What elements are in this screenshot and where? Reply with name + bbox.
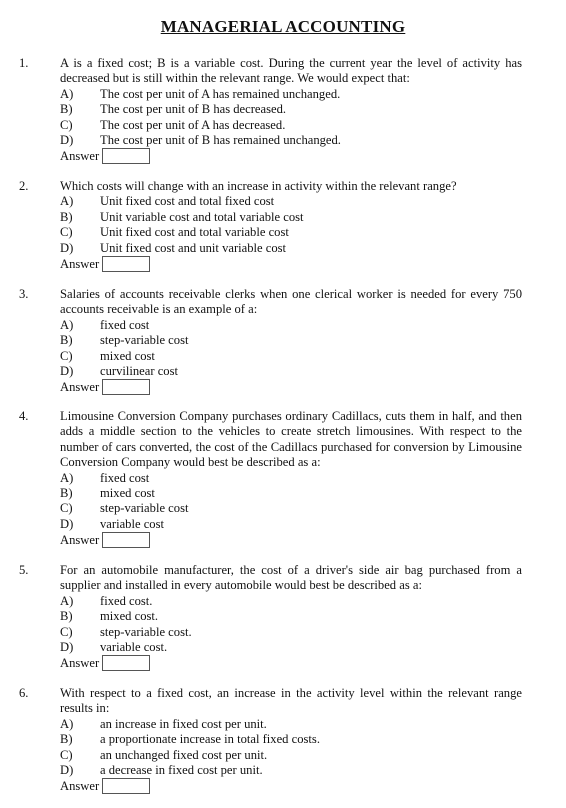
answer-label: Answer	[60, 380, 100, 395]
question-body	[60, 56, 522, 165]
answer-input[interactable]	[102, 148, 150, 164]
option-text: The cost per unit of B has decreased.	[100, 102, 287, 117]
question-text: Salaries of accounts receivable clerks when one clerical worker is needed for every 750 accounts receivable is an example of a:	[60, 287, 522, 317]
answer-row	[60, 655, 522, 672]
answer-label: Answer	[60, 149, 100, 164]
option-letter: A)	[60, 194, 74, 209]
option-text: Unit fixed cost and total variable cost	[100, 225, 289, 240]
answer-label: Answer	[60, 256, 100, 271]
option-letter: B)	[60, 209, 73, 224]
option-c	[60, 225, 522, 240]
option-text: step-variable cost	[100, 501, 189, 516]
option-letter: A)	[60, 317, 74, 332]
question-body	[60, 686, 522, 795]
option-d	[60, 364, 522, 379]
option-letter: C)	[60, 348, 73, 363]
option-text: mixed cost.	[100, 609, 159, 624]
option-letter: A)	[60, 86, 74, 101]
question-body	[60, 409, 522, 549]
option-b	[60, 732, 522, 747]
option-b	[60, 210, 522, 225]
question-number: 2.	[19, 179, 29, 193]
option-b	[60, 486, 522, 501]
question-text: For an automobile manufacturer, the cost of a driver's side air bag purchased from a supplier and installed in every automobile would best be described as a:	[60, 563, 522, 593]
answer-row	[60, 778, 522, 795]
answer-row	[60, 148, 522, 165]
option-letter: C)	[60, 624, 73, 639]
option-text: a proportionate increase in total fixed costs.	[100, 732, 320, 747]
option-c	[60, 501, 522, 516]
option-letter: B)	[60, 732, 73, 747]
option-b	[60, 333, 522, 348]
question-body	[60, 563, 522, 672]
answer-label: Answer	[60, 779, 100, 794]
option-a	[60, 318, 522, 333]
option-text: mixed cost	[100, 348, 155, 363]
answer-input[interactable]	[102, 778, 150, 794]
option-text: Unit variable cost and total variable cost	[100, 209, 304, 224]
option-letter: A)	[60, 716, 74, 731]
option-text: variable cost	[100, 516, 164, 531]
option-d	[60, 517, 522, 532]
option-d	[60, 133, 522, 148]
option-text: fixed cost	[100, 470, 150, 485]
answer-label: Answer	[60, 656, 100, 671]
question-number: 5.	[19, 563, 29, 577]
option-text: The cost per unit of A has remained unchanged.	[100, 86, 341, 101]
question-text: Which costs will change with an increase in activity within the relevant range?	[60, 179, 457, 193]
option-b	[60, 609, 522, 624]
answer-row	[60, 256, 522, 273]
option-d	[60, 763, 522, 778]
option-letter: D)	[60, 639, 74, 654]
answer-input[interactable]	[102, 655, 150, 671]
question-text: With respect to a fixed cost, an increase in the activity level within the relevant range results in:	[60, 686, 522, 716]
option-text: fixed cost	[100, 317, 150, 332]
question-number: 6.	[19, 686, 29, 700]
option-letter: B)	[60, 333, 73, 348]
option-c	[60, 625, 522, 640]
option-letter: C)	[60, 117, 73, 132]
answer-input[interactable]	[102, 256, 150, 272]
option-letter: B)	[60, 486, 73, 501]
option-letter: D)	[60, 132, 74, 147]
option-text: fixed cost.	[100, 593, 153, 608]
option-letter: C)	[60, 225, 73, 240]
answer-input[interactable]	[102, 379, 150, 395]
question-number: 1.	[19, 56, 29, 70]
answer-label: Answer	[60, 533, 100, 548]
answer-row	[60, 379, 522, 396]
option-d	[60, 241, 522, 256]
option-a	[60, 717, 522, 732]
option-letter: D)	[60, 363, 74, 378]
option-text: Unit fixed cost and total fixed cost	[100, 194, 275, 209]
option-text: Unit fixed cost and unit variable cost	[100, 240, 287, 255]
question-number: 3.	[19, 287, 29, 301]
option-text: an increase in fixed cost per unit.	[100, 716, 267, 731]
option-text: The cost per unit of B has remained unchanged.	[100, 132, 341, 147]
option-text: an unchanged fixed cost per unit.	[100, 747, 268, 762]
option-text: variable cost.	[100, 639, 168, 654]
answer-row	[60, 532, 522, 549]
option-a	[60, 87, 522, 102]
option-text: The cost per unit of A has decreased.	[100, 117, 286, 132]
question-number: 4.	[19, 409, 29, 423]
option-c	[60, 118, 522, 133]
option-b	[60, 102, 522, 117]
option-letter: D)	[60, 762, 74, 777]
option-c	[60, 748, 522, 763]
option-letter: C)	[60, 501, 73, 516]
question-body	[60, 287, 522, 396]
question-body	[60, 179, 522, 273]
option-text: mixed cost	[100, 486, 155, 501]
option-a	[60, 194, 522, 209]
option-letter: A)	[60, 593, 74, 608]
option-letter: B)	[60, 102, 73, 117]
option-letter: D)	[60, 240, 74, 255]
option-text: a decrease in fixed cost per unit.	[100, 762, 263, 777]
option-a	[60, 471, 522, 486]
option-c	[60, 349, 522, 364]
option-d	[60, 640, 522, 655]
option-letter: B)	[60, 609, 73, 624]
option-a	[60, 594, 522, 609]
question-text: A is a fixed cost; B is a variable cost. During the current year the level of activity has decreased but is still within the relevant range. We would expect that:	[60, 56, 522, 86]
option-text: curvilinear cost	[100, 363, 178, 378]
option-letter: D)	[60, 516, 74, 531]
page-title: MANAGERIAL ACCOUNTING	[160, 17, 406, 36]
question-text: Limousine Conversion Company purchases ordinary Cadillacs, cuts them in half, and then adds a middle section to the vehicles to create stretch limousines. With respect to the number of cars converted, the cost of the Cadillacs purchased for conversion by Limousine Conversion Company would best be described as a:	[60, 409, 522, 470]
answer-input[interactable]	[102, 532, 150, 548]
option-text: step-variable cost.	[100, 624, 192, 639]
option-letter: A)	[60, 470, 74, 485]
option-letter: C)	[60, 747, 73, 762]
option-text: step-variable cost	[100, 333, 189, 348]
